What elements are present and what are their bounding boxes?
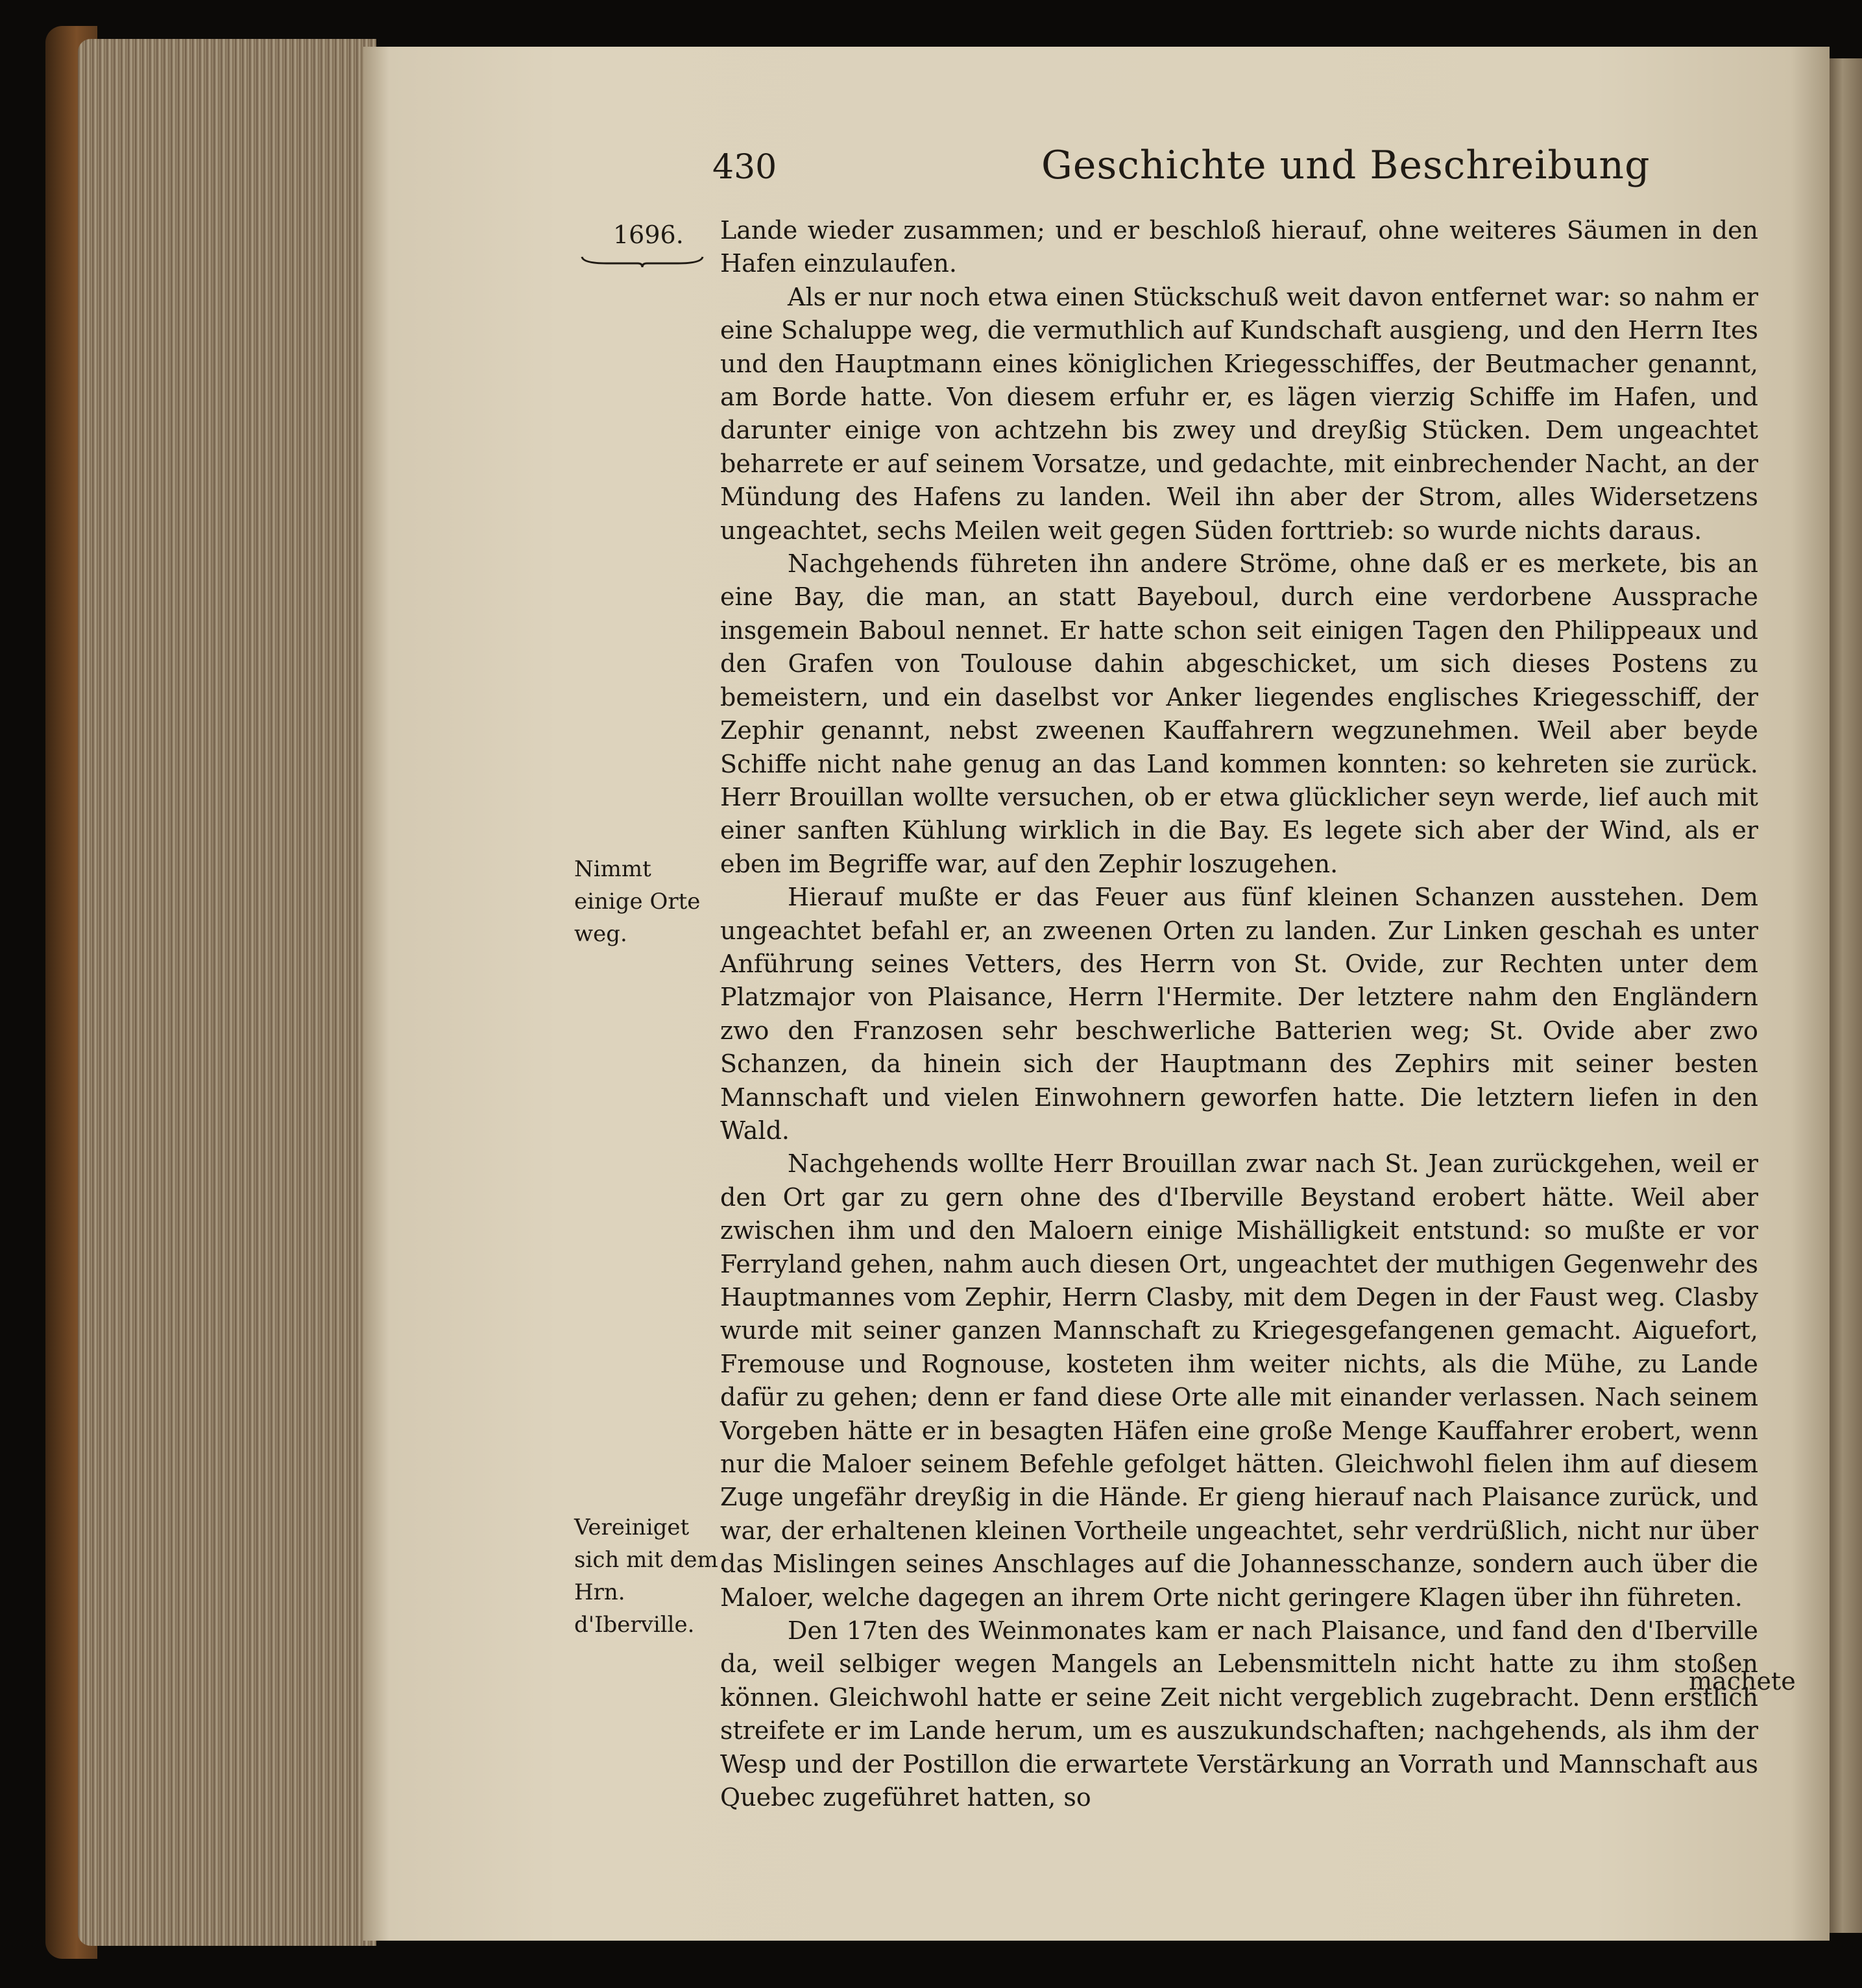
facing-page-edge	[1830, 58, 1862, 1933]
margin-note: Vereiniget sich mit dem Hrn. d'Iberville.	[574, 1515, 718, 1638]
catchword: machete	[1689, 1667, 1796, 1695]
page-number: 430	[712, 148, 777, 187]
brace-ornament	[581, 254, 704, 269]
running-title: Geschichte und Beschreibung	[1041, 143, 1650, 188]
body-text	[720, 214, 1758, 1815]
paragraph: Nachgehends führeten ihn andere Ströme, ohne daß er es merkete, bis an eine Bay, die man, an statt Bayeboul, durch eine verdorbene Aussprache insgemein Baboul nennet. Er hatte schon seit einigen Tagen den Philippeaux und den Grafen von Toulouse dahin abgeschicket, um sich dieses Postens zu bemeistern, und ein daselbst vor Anker liegendes englisches Kriegesschiff, der Zephir genannt, nebst zweenen Kauffahrern wegzunehmen. Weil aber beyde Schiffe nicht nahe genug an das Land kommen konnten: so kehreten sie zurück. Herr Brouillan wollte versuchen, ob er etwa glücklicher seyn werde, lief auch mit einer sanften Kühlung wirklich in die Bay. Es legete sich aber der Wind, als er eben im Begriffe war, auf den Zephir loszugehen.	[720, 549, 1758, 878]
page-edges	[78, 39, 376, 1946]
margin-year: 1696.	[613, 221, 684, 249]
paragraph: Lande wieder zusammen; und er beschloß hierauf, ohne weiteres Säumen in den Hafen einzulaufen.	[720, 216, 1758, 278]
paragraph: Nachgehends wollte Herr Brouillan zwar nach St. Jean zurückgehen, weil er den Ort gar zu gern ohne des d'Iberville Beystand erobert hätte. Weil aber zwischen ihm und den Maloern einige Mishälligkeit entstund: so mußte er vor Ferryland gehen, nahm auch diesen Ort, ungeachtet der muthigen Gegenwehr des Hauptmannes vom Zephir, Herrn Clasby, mit dem Degen in der Faust weg. Clasby wurde mit seiner ganzen Mannschaft zu Kriegesgefangenen gemacht. Aiguefort, Fremouse und Rognouse, kosteten ihm weiter nichts, als die Mühe, zu Lande dafür zu gehen; denn er fand diese Orte alle mit einander verlassen. Nach seinem Vorgeben hätte er in besagten Häfen eine große Menge Kauffahrer erobert, wenn nur die Maloer seinem Befehle gefolget hätten. Gleichwohl fielen ihm auf diesem Zuge ungefähr dreyßig in die Hände. Er gieng hierauf nach Plaisance zurück, und war, der erhaltenen kleinen Vortheile ungeachtet, sehr verdrüßlich, nicht nur über das Mislingen seines Anschlages auf die Johannesschanze, sondern auch über die Maloer, welche dagegen an ihrem Orte nicht geringere Klagen über ihn führeten.	[720, 1149, 1758, 1612]
paragraph: Hierauf mußte er das Feuer aus fünf kleinen Schanzen ausstehen. Dem ungeachtet befahl er, an zweenen Orten zu landen. Zur Linken geschah es unter Anführung seines Vetters, des Herrn von St. Ovide, zur Rechten unter dem Platzmajor von Plaisance, Herrn l'Hermite. Der letztere nahm den Engländern zwo den Franzosen sehr beschwerliche Batterien weg; St. Ovide aber zwo Schanzen, da hinein sich der Hauptmann des Zephirs mit seiner besten Mannschaft und vielen Einwohnern geworfen hatte. Die letztern liefen in den Wald.	[720, 883, 1758, 1145]
margin-note: Nimmt einige Orte weg.	[574, 856, 701, 947]
paragraph: Als er nur noch etwa einen Stückschuß weit davon entfernet war: so nahm er eine Schaluppe weg, die vermuthlich auf Kundschaft ausgieng, und den Herrn Ites und den Hauptmann eines königlichen Kriegesschiffes, der Beutmacher genannt, am Borde hatte. Von diesem erfuhr er, es lägen vierzig Schiffe im Hafen, und darunter einige von achtzehn bis zwey und dreyßig Stücken. Dem ungeachtet beharrete er auf seinem Vorsatze, und gedachte, mit einbrechender Nacht, an der Mündung des Hafens zu landen. Weil ihn aber der Strom, alles Widersetzens ungeachtet, sechs Meilen weit gegen Süden forttrieb: so wurde nichts daraus.	[720, 282, 1758, 545]
paragraph: Den 17ten des Weinmonates kam er nach Plaisance, und fand den d'Iberville da, weil selbiger wegen Mangels an Lebensmitteln nicht hatte zu ihm stoßen können. Gleichwohl hatte er seine Zeit nicht vergeblich zugebracht. Denn erstlich streifete er im Lande herum, um es auszukundschaften; nachgehends, als ihm der Wesp und der Postillon die erwartete Verstärkung an Vorrath und Mannschaft aus Quebec zugeführet hatten, so	[720, 1616, 1758, 1812]
